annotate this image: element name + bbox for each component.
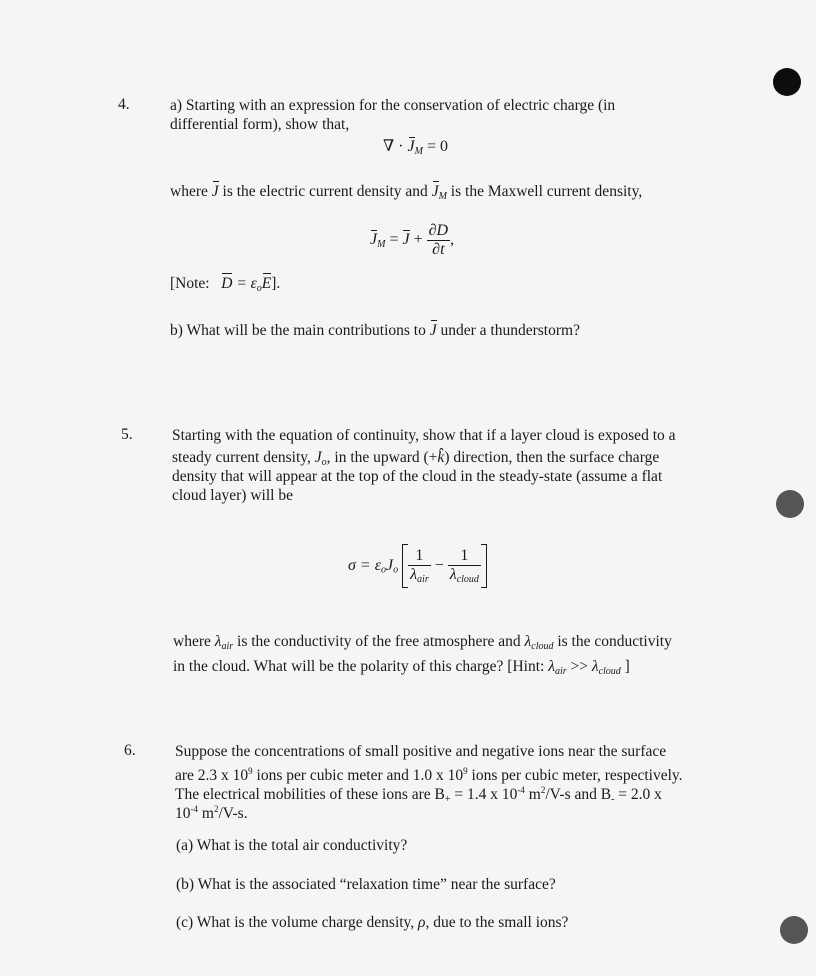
q5-line4: cloud layer) will be: [172, 487, 293, 504]
q6-part-a: (a) What is the total air conductivity?: [176, 837, 408, 854]
q4b-line: b) What will be the main contributions to J under a thunderstorm?: [170, 322, 580, 339]
equation-surface-charge: $\sigma = \varepsilon_oJ_o$ $\frac{1}{\lambda_{air}}$ − $\frac{1}{\lambda_{cloud}}$: [348, 544, 487, 588]
question-number-4: 4.: [118, 96, 130, 113]
right-bracket: [481, 544, 487, 588]
question-number-6: 6.: [124, 742, 136, 759]
q5-line3: density that will appear at the top of the cloud in the steady-state (assume a flat: [172, 468, 663, 485]
q6-part-b: (b) What is the associated “relaxation time” near the surface?: [176, 876, 556, 893]
q5-last-line: in the cloud. What will be the polarity of this charge? [Hint: $\lambda_{air} >> \lambda_{cloud}$ ]: [173, 658, 630, 677]
q4-where-line: where J is the electric current density and $J_M$ is the Maxwell current density,: [170, 183, 643, 202]
q4a-line1: a) Starting with an expression for the conservation of electric charge (in: [170, 97, 616, 114]
jm-symbol: J: [407, 138, 415, 155]
equation-maxwell-current: $J_M = J$ + $\frac{\partial D}{\partial t}$ ,: [370, 222, 455, 258]
q6-line1: Suppose the concentrations of small positive and negative ions near the surface: [175, 743, 667, 760]
q4-note: [Note: $D = \varepsilon_oE$].: [170, 275, 281, 294]
fraction-one-over-lambda-air: $\frac{1}{\lambda_{air}}$: [410, 547, 429, 585]
q5-where-line: where $\lambda_{air}$ is the conductivity of the free atmosphere and $\lambda_{cloud}$ is the conductivity: [173, 633, 672, 652]
q5-line2: steady current density, $J_o$, in the upward (+k̂) direction, then the surface charge: [172, 449, 660, 468]
q4a-line2: differential form), show that,: [170, 116, 350, 133]
nabla-symbol: ∇: [383, 138, 395, 155]
fraction-one-over-lambda-cloud: $\frac{1}{\lambda_{cloud}}$: [449, 547, 479, 585]
q6-line4: $10^{-4}$ $m^2/V-s$.: [175, 804, 248, 822]
binder-hole-top: [773, 68, 801, 96]
q6-part-c: (c) What is the volume charge density, ρ, due to the small ions?: [176, 914, 569, 931]
question-number-5: 5.: [121, 426, 133, 443]
equation-divergence-jm: ∇ · $J_M = 0$: [383, 138, 448, 157]
q6-line3: The electrical mobilities of these ions are $B_+ = 1.4$ x $10^{-4}$ $m^2/V-s$ and $B_- = 2.0$ x: [175, 785, 662, 805]
binder-hole-bottom: [780, 916, 808, 944]
q6-line2: are 2.3 x $10^9$ ions per cubic meter and 1.0 x $10^9$ ions per cubic meter, respectively.: [175, 766, 683, 784]
fraction-dd-dt: $\frac{\partial D}{\partial t}$: [428, 222, 449, 258]
q5-line1: Starting with the equation of continuity, show that if a layer cloud is exposed to a: [172, 427, 676, 444]
binder-hole-middle: [776, 490, 804, 518]
